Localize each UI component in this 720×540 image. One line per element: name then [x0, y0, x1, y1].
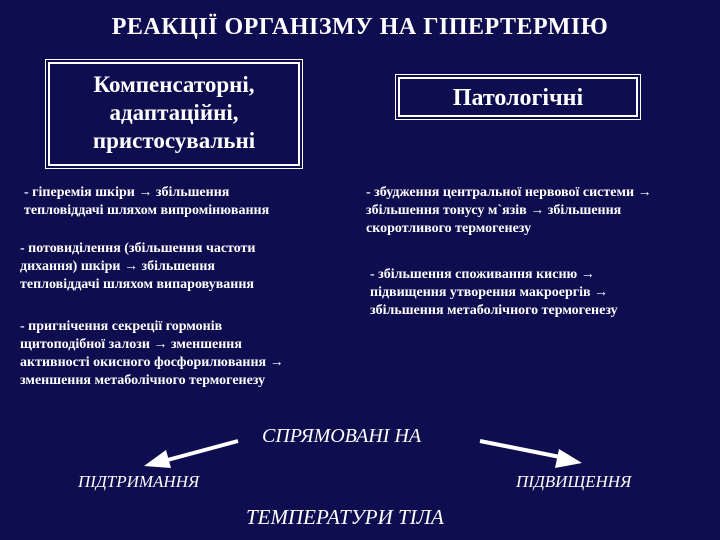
left-item-line: зменшення метаболічного термогенезу — [20, 373, 266, 388]
arrowhead-maintenance — [144, 450, 171, 468]
compensatory-box-line: Компенсаторні, — [93, 72, 255, 97]
arrow-to-increase — [480, 441, 565, 458]
left-item-line: щитоподібної залози → зменшення — [20, 337, 242, 352]
arrow-to-maintenance — [160, 441, 238, 462]
right-item-line: - збільшення споживання кисню → — [370, 267, 595, 282]
body-temperature-label: ТЕМПЕРАТУРИ ТІЛА — [246, 505, 444, 529]
maintenance-label: ПІДТРИМАННЯ — [78, 472, 200, 491]
left-item-line: - пригнічення секреції гормонів — [20, 319, 223, 334]
compensatory-box-line: адаптаційні, — [109, 100, 239, 125]
right-item-line: - збудження центральної нервової системи → — [366, 185, 652, 200]
left-item-line: активності окисного фосфорилювання → — [20, 355, 284, 370]
left-item-line: - потовиділення (збільшення частоти — [20, 241, 256, 256]
right-item-line: збільшення метаболічного термогенезу — [370, 303, 618, 318]
slide-title: РЕАКЦІЇ ОРГАНІЗМУ НА ГІПЕРТЕРМІЮ — [111, 14, 609, 40]
increase-label: ПІДВИЩЕННЯ — [516, 472, 632, 491]
right-item-line: збільшення тонусу м`язів → збільшення — [366, 203, 622, 218]
pathological-box-label: Патологічні — [452, 85, 584, 111]
left-item-line: - гіперемія шкіри → збільшення — [24, 185, 230, 200]
compensatory-box-line: пристосувальні — [92, 128, 256, 153]
left-item-line: тепловіддачі шляхом випаровування — [20, 277, 254, 292]
right-item-line: підвищення утворення макроергів → — [370, 285, 609, 300]
arrowhead-increase — [555, 449, 582, 468]
directed-at-label: СПРЯМОВАНІ НА — [262, 425, 422, 447]
right-item-line: скоротливого термогенезу — [366, 221, 532, 236]
left-item-line: тепловіддачі шляхом випромінювання — [24, 203, 270, 218]
left-item-line: дихання) шкіри → збільшення — [20, 259, 215, 274]
